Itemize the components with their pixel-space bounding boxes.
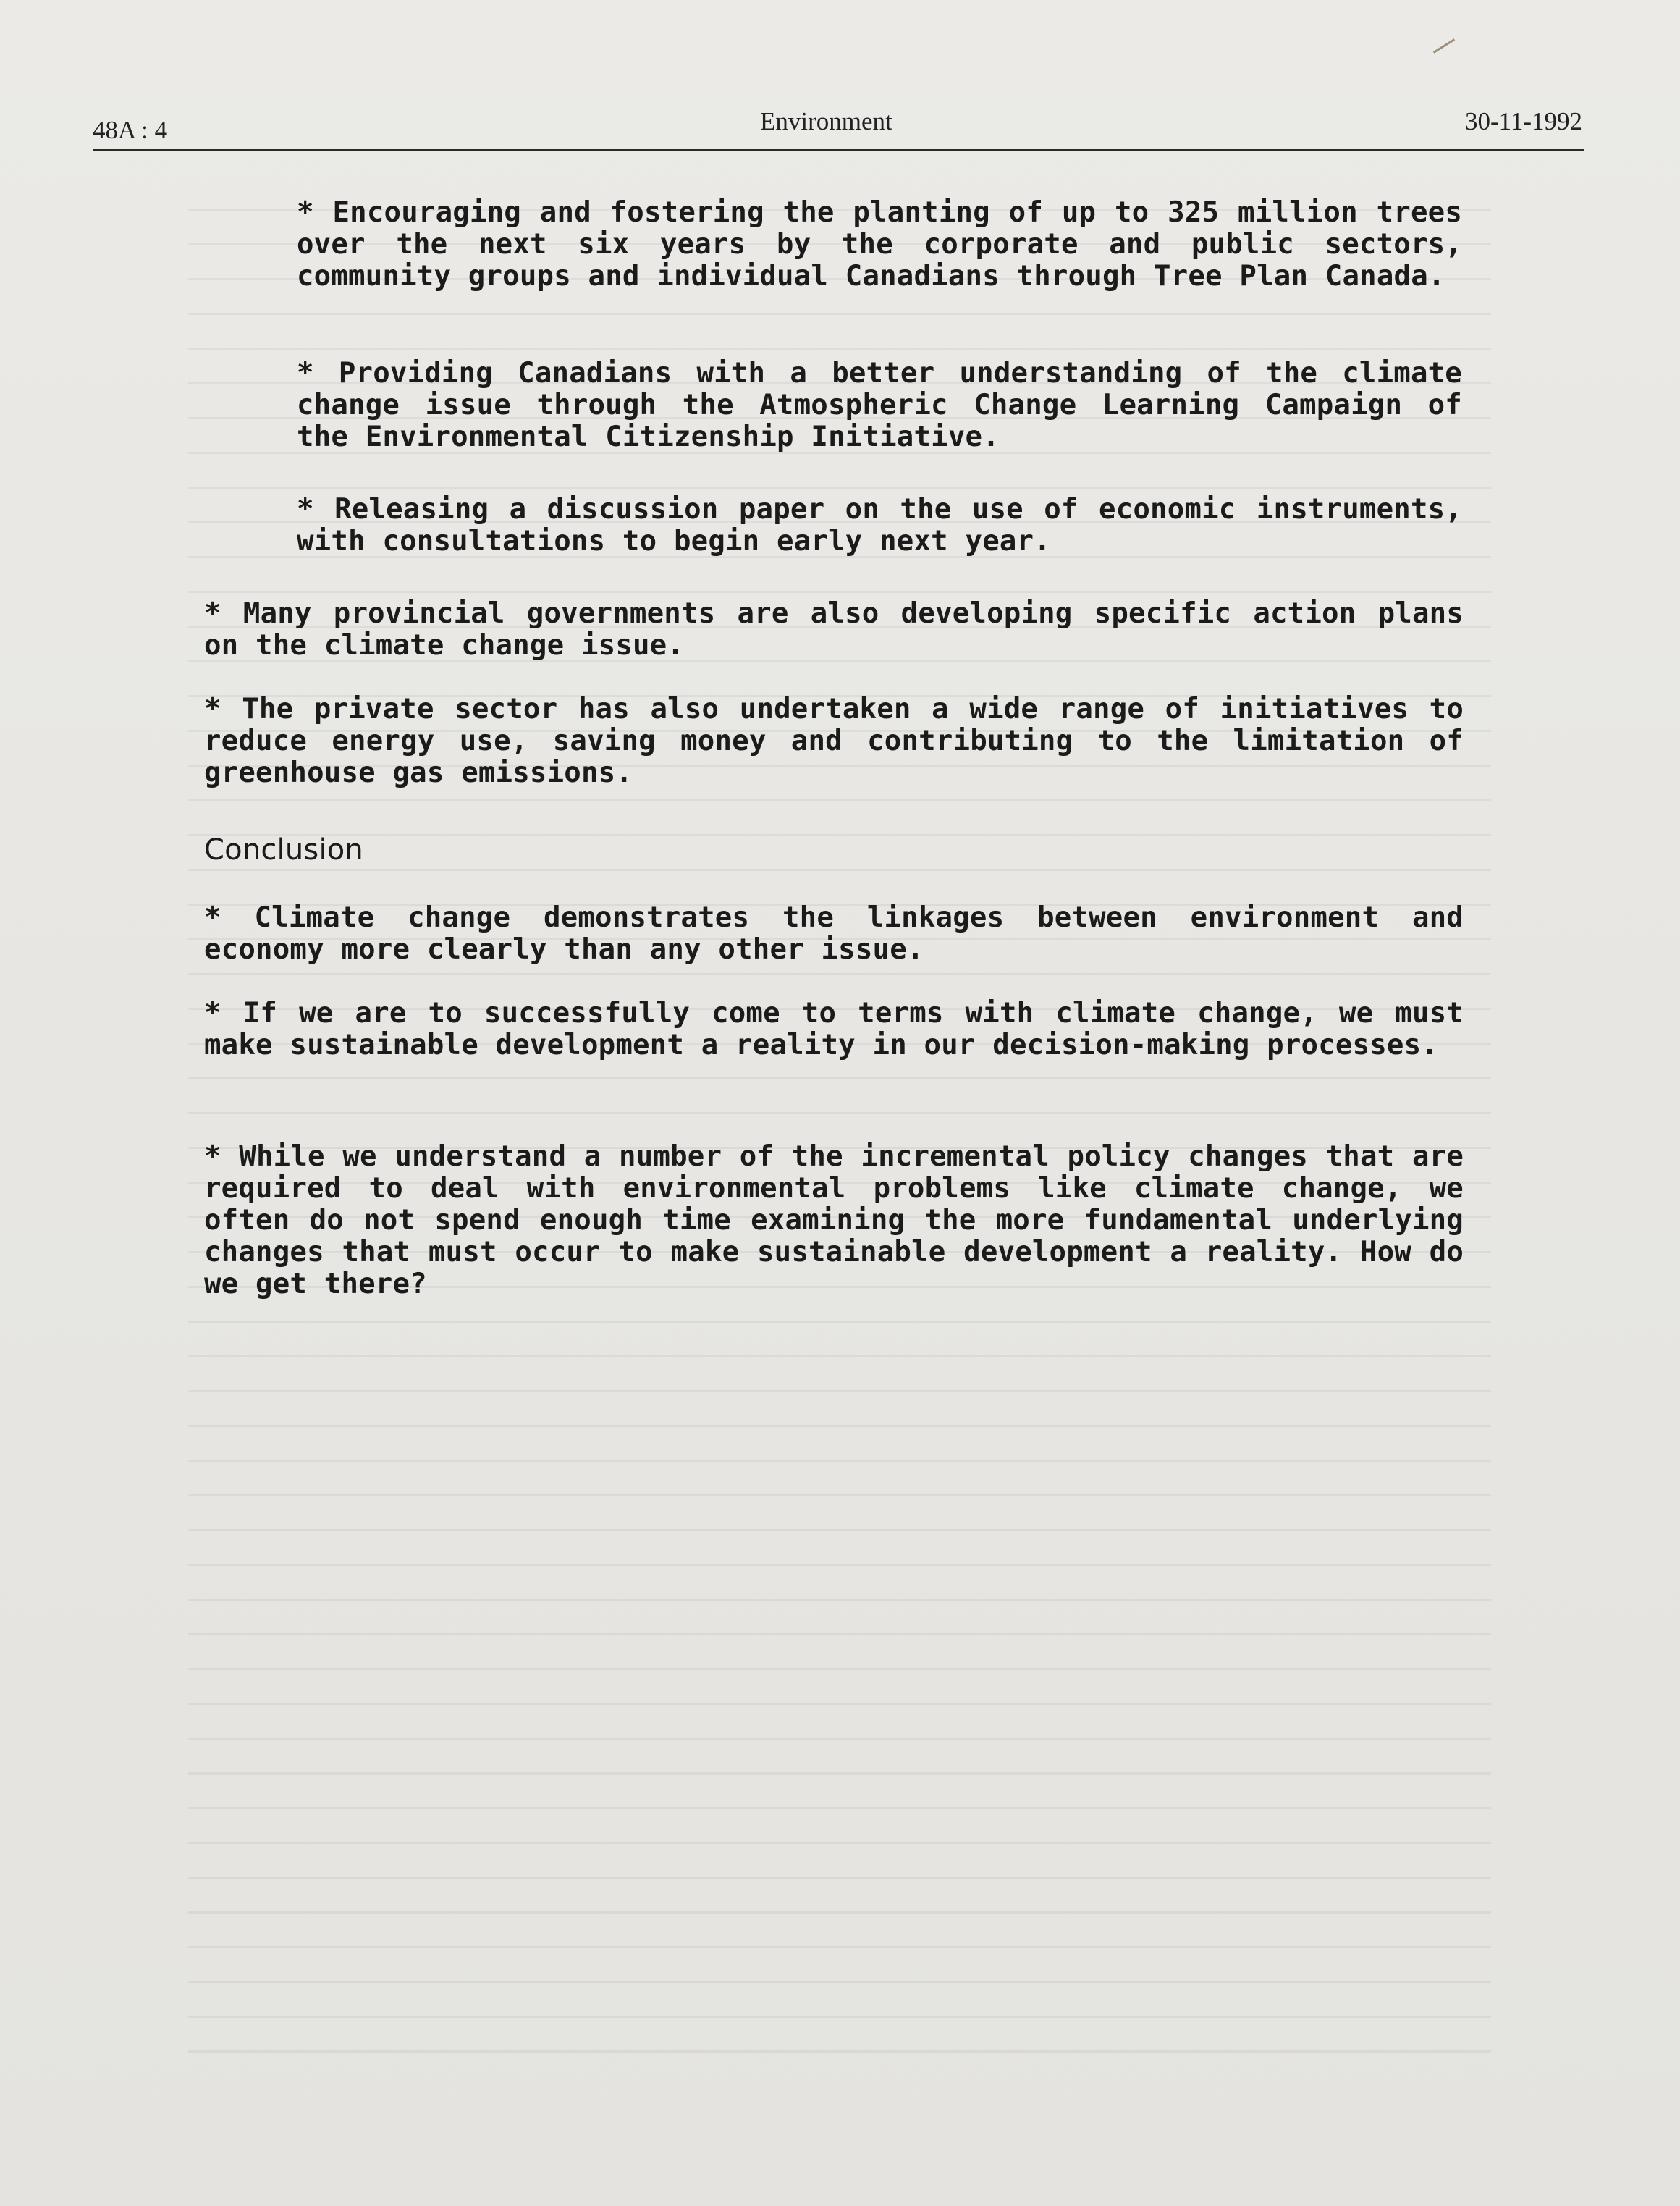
header-title: Environment bbox=[760, 107, 892, 135]
bullet-provincial-governments: * Many provincial governments are also developing specific action plans on the climate change issue. bbox=[204, 597, 1464, 662]
bullet-atmospheric-change: * Providing Canadians with a better understanding of the climate change issue through the Atmospheric Change Learning Campaign of the Environmental Citizenship Initiative. bbox=[297, 357, 1462, 453]
bullet-sustainable-development: * If we are to successfully come to terms with climate change, we must make sustainable development a reality in our decision-making processes. bbox=[204, 997, 1464, 1061]
header-date: 30-11-1992 bbox=[1464, 107, 1582, 135]
show-through-texture bbox=[188, 188, 1491, 2071]
page-header bbox=[93, 107, 1582, 148]
bullet-discussion-paper: * Releasing a discussion paper on the use of economic instruments, with consultations to begin early next year. bbox=[297, 493, 1462, 557]
page-number: 48A : 4 bbox=[93, 116, 168, 144]
pen-mark bbox=[1433, 38, 1455, 54]
section-heading-conclusion: Conclusion bbox=[204, 833, 363, 867]
bullet-climate-linkages: * Climate change demonstrates the linkages between environment and economy more clearly than any other issue. bbox=[204, 901, 1464, 966]
bullet-tree-plan: * Encouraging and fostering the planting of up to 325 million trees over the next six years by the corporate and public sectors, community groups and individual Canadians through Tree Plan Canada. bbox=[297, 196, 1462, 292]
bullet-private-sector: * The private sector has also undertaken a wide range of initiatives to reduce energy use, saving money and contributing to the limitation of greenhouse gas emissions. bbox=[204, 693, 1464, 789]
bullet-fundamental-changes: * While we understand a number of the incremental policy changes that are required to deal with environmental problems like climate change, we often do not spend enough time examining the more fundamental underlying changes that must occur to make sustainable development a reality. How do we get there? bbox=[204, 1140, 1464, 1300]
header-rule bbox=[93, 149, 1584, 151]
